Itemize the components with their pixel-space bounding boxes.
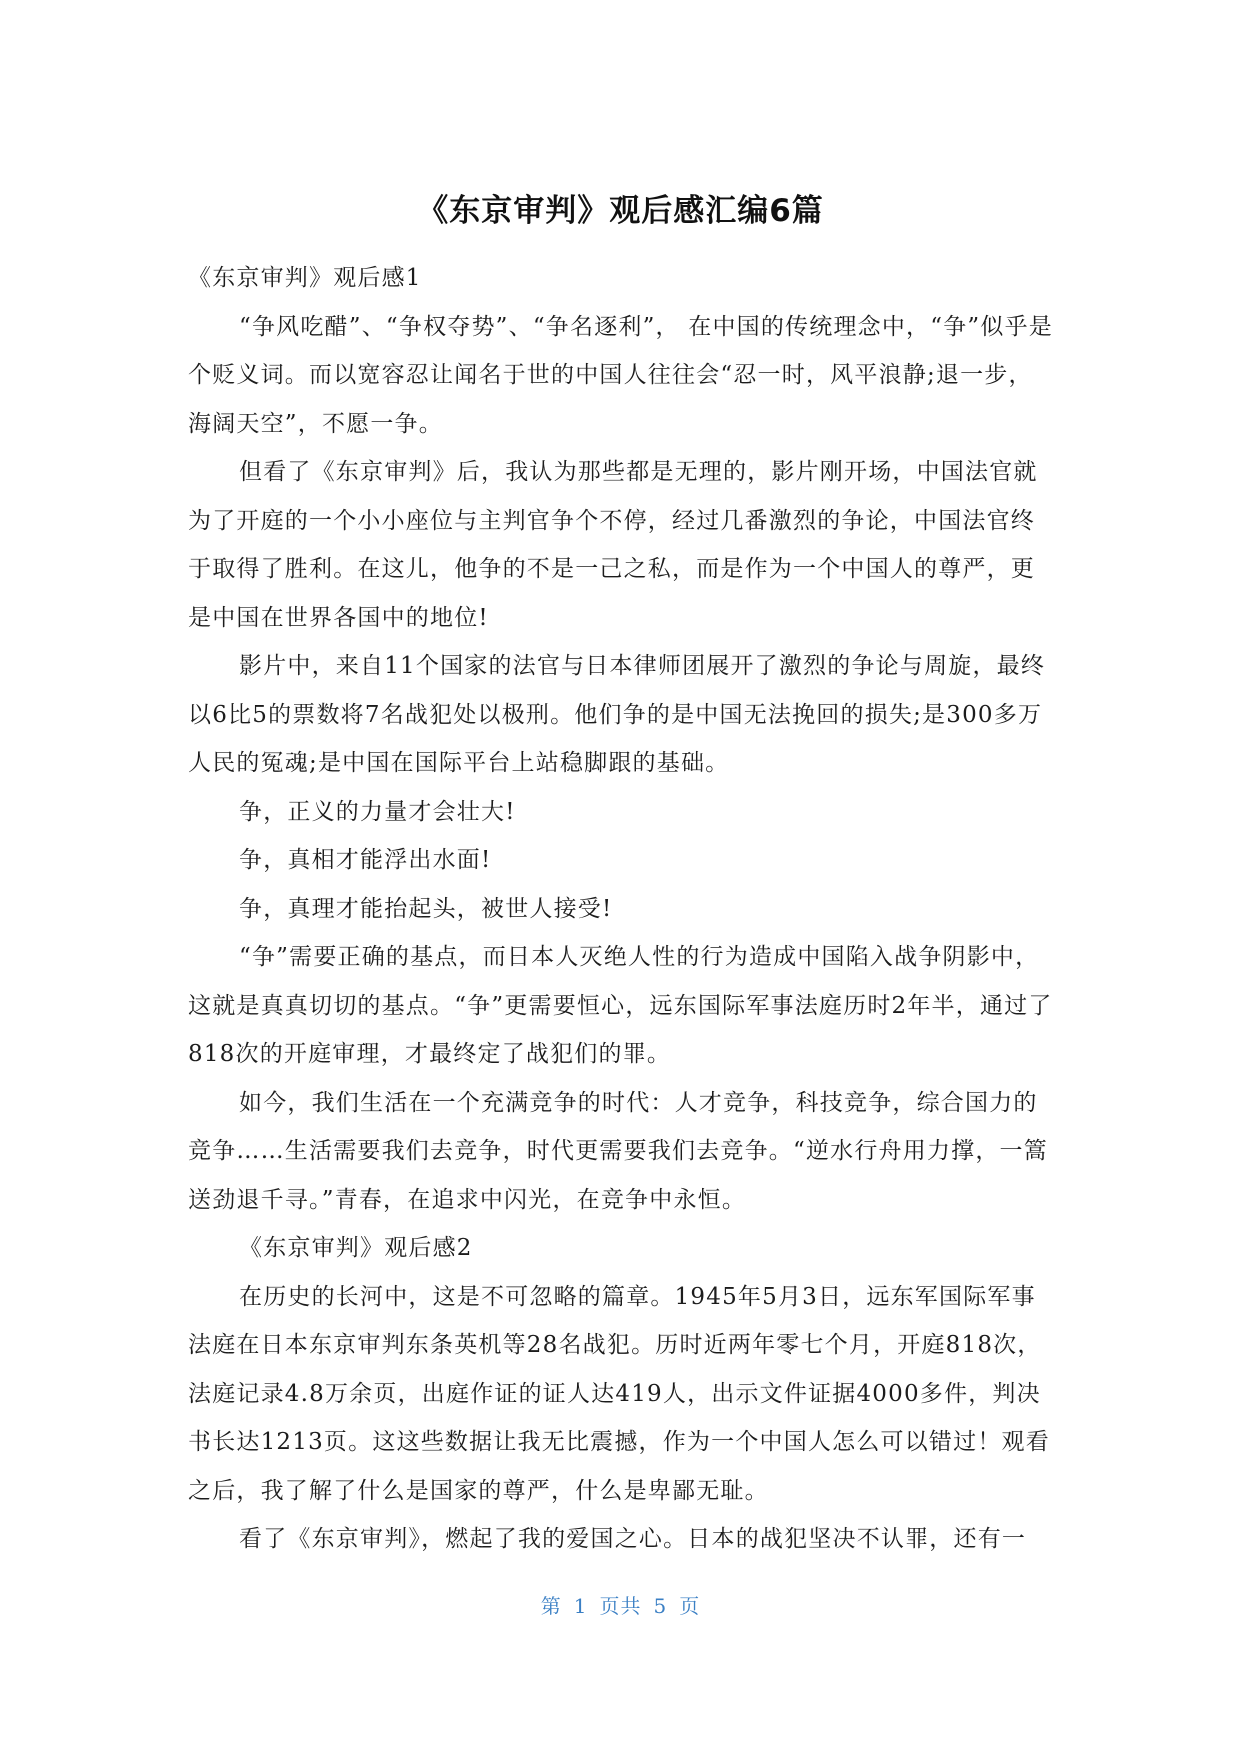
paragraph: 在历史的长河中，这是不可忽略的篇章。1945年5月3日，远东军国际军事法庭在日本东京审判东条英机等28名战犯。历时近两年零七个月，开庭818次，法庭记录4.8万余页，出庭作证的证人达419人，出示文件证据4000多件，判决书长达1213页。这这些数据让我无比震撼，作为一个中国人怎么可以错过！观看之后，我了解了什么是国家的尊严，什么是卑鄙无耻。 <box>188 1283 1050 1504</box>
section-heading-1: 《东京审判》观后感1 <box>188 265 422 291</box>
document-body <box>188 254 1054 1564</box>
paragraph: “争风吃醋”、“争权夺势”、“争名逐利”， 在中国的传统理念中，“争”似乎是个贬义词。而以宽容忍让闻名于世的中国人往往会“忍一时，风平浪静;退一步，海阔天空”，不愿一争。 <box>188 313 1053 437</box>
paragraph: 看了《东京审判》，燃起了我的爱国之心。日本的战犯坚决不认罪，还有一 <box>239 1526 1027 1552</box>
paragraph: 但看了《东京审判》后，我认为那些都是无理的，影片刚开场，中国法官就为了开庭的一个小小座位与主判官争个不停，经过几番激烈的争论，中国法官终于取得了胜利。在这儿，他争的不是一己之私，而是作为一个中国人的尊严，更是中国在世界各国中的地位! <box>188 459 1038 631</box>
paragraph: “争”需要正确的基点，而日本人灭绝人性的行为造成中国陷入战争阴影中，这就是真真切切的基点。“争”更需要恒心，远东国际军事法庭历时2年半，通过了818次的开庭审理，才最终定了战犯们的罪。 <box>188 944 1053 1067</box>
footer-current-page: 1 <box>573 1594 588 1618</box>
page-footer <box>0 1592 1241 1620</box>
paragraph: 争，真理才能抬起头，被世人接受! <box>239 895 613 922</box>
paragraph: 争，正义的力量才会壮大! <box>239 798 516 825</box>
paragraph: 影片中，来自11个国家的法官与日本律师团展开了激烈的争论与周旋，最终以6比5的票数将7名战犯处以极刑。他们争的是中国无法挽回的损失;是300多万人民的冤魂;是中国在国际平台上站稳脚跟的基础。 <box>188 653 1046 776</box>
footer-prefix: 第 <box>540 1594 562 1618</box>
document-title: 《东京审判》观后感汇编6篇 <box>417 193 824 229</box>
paragraph: 争，真相才能浮出水面! <box>239 847 492 873</box>
footer-total-pages: 5 <box>653 1594 668 1618</box>
section-heading-2: 《东京审判》观后感2 <box>239 1235 473 1261</box>
footer-middle: 页共 <box>599 1594 642 1618</box>
footer-suffix: 页 <box>679 1594 701 1618</box>
paragraph: 如今，我们生活在一个充满竞争的时代：人才竞争，科技竞争，综合国力的竞争……生活需要我们去竞争，时代更需要我们去竞争。“逆水行舟用力撑，一篙送劲退千寻。”青春，在追求中闪光，在竞争中永恒。 <box>188 1089 1048 1213</box>
